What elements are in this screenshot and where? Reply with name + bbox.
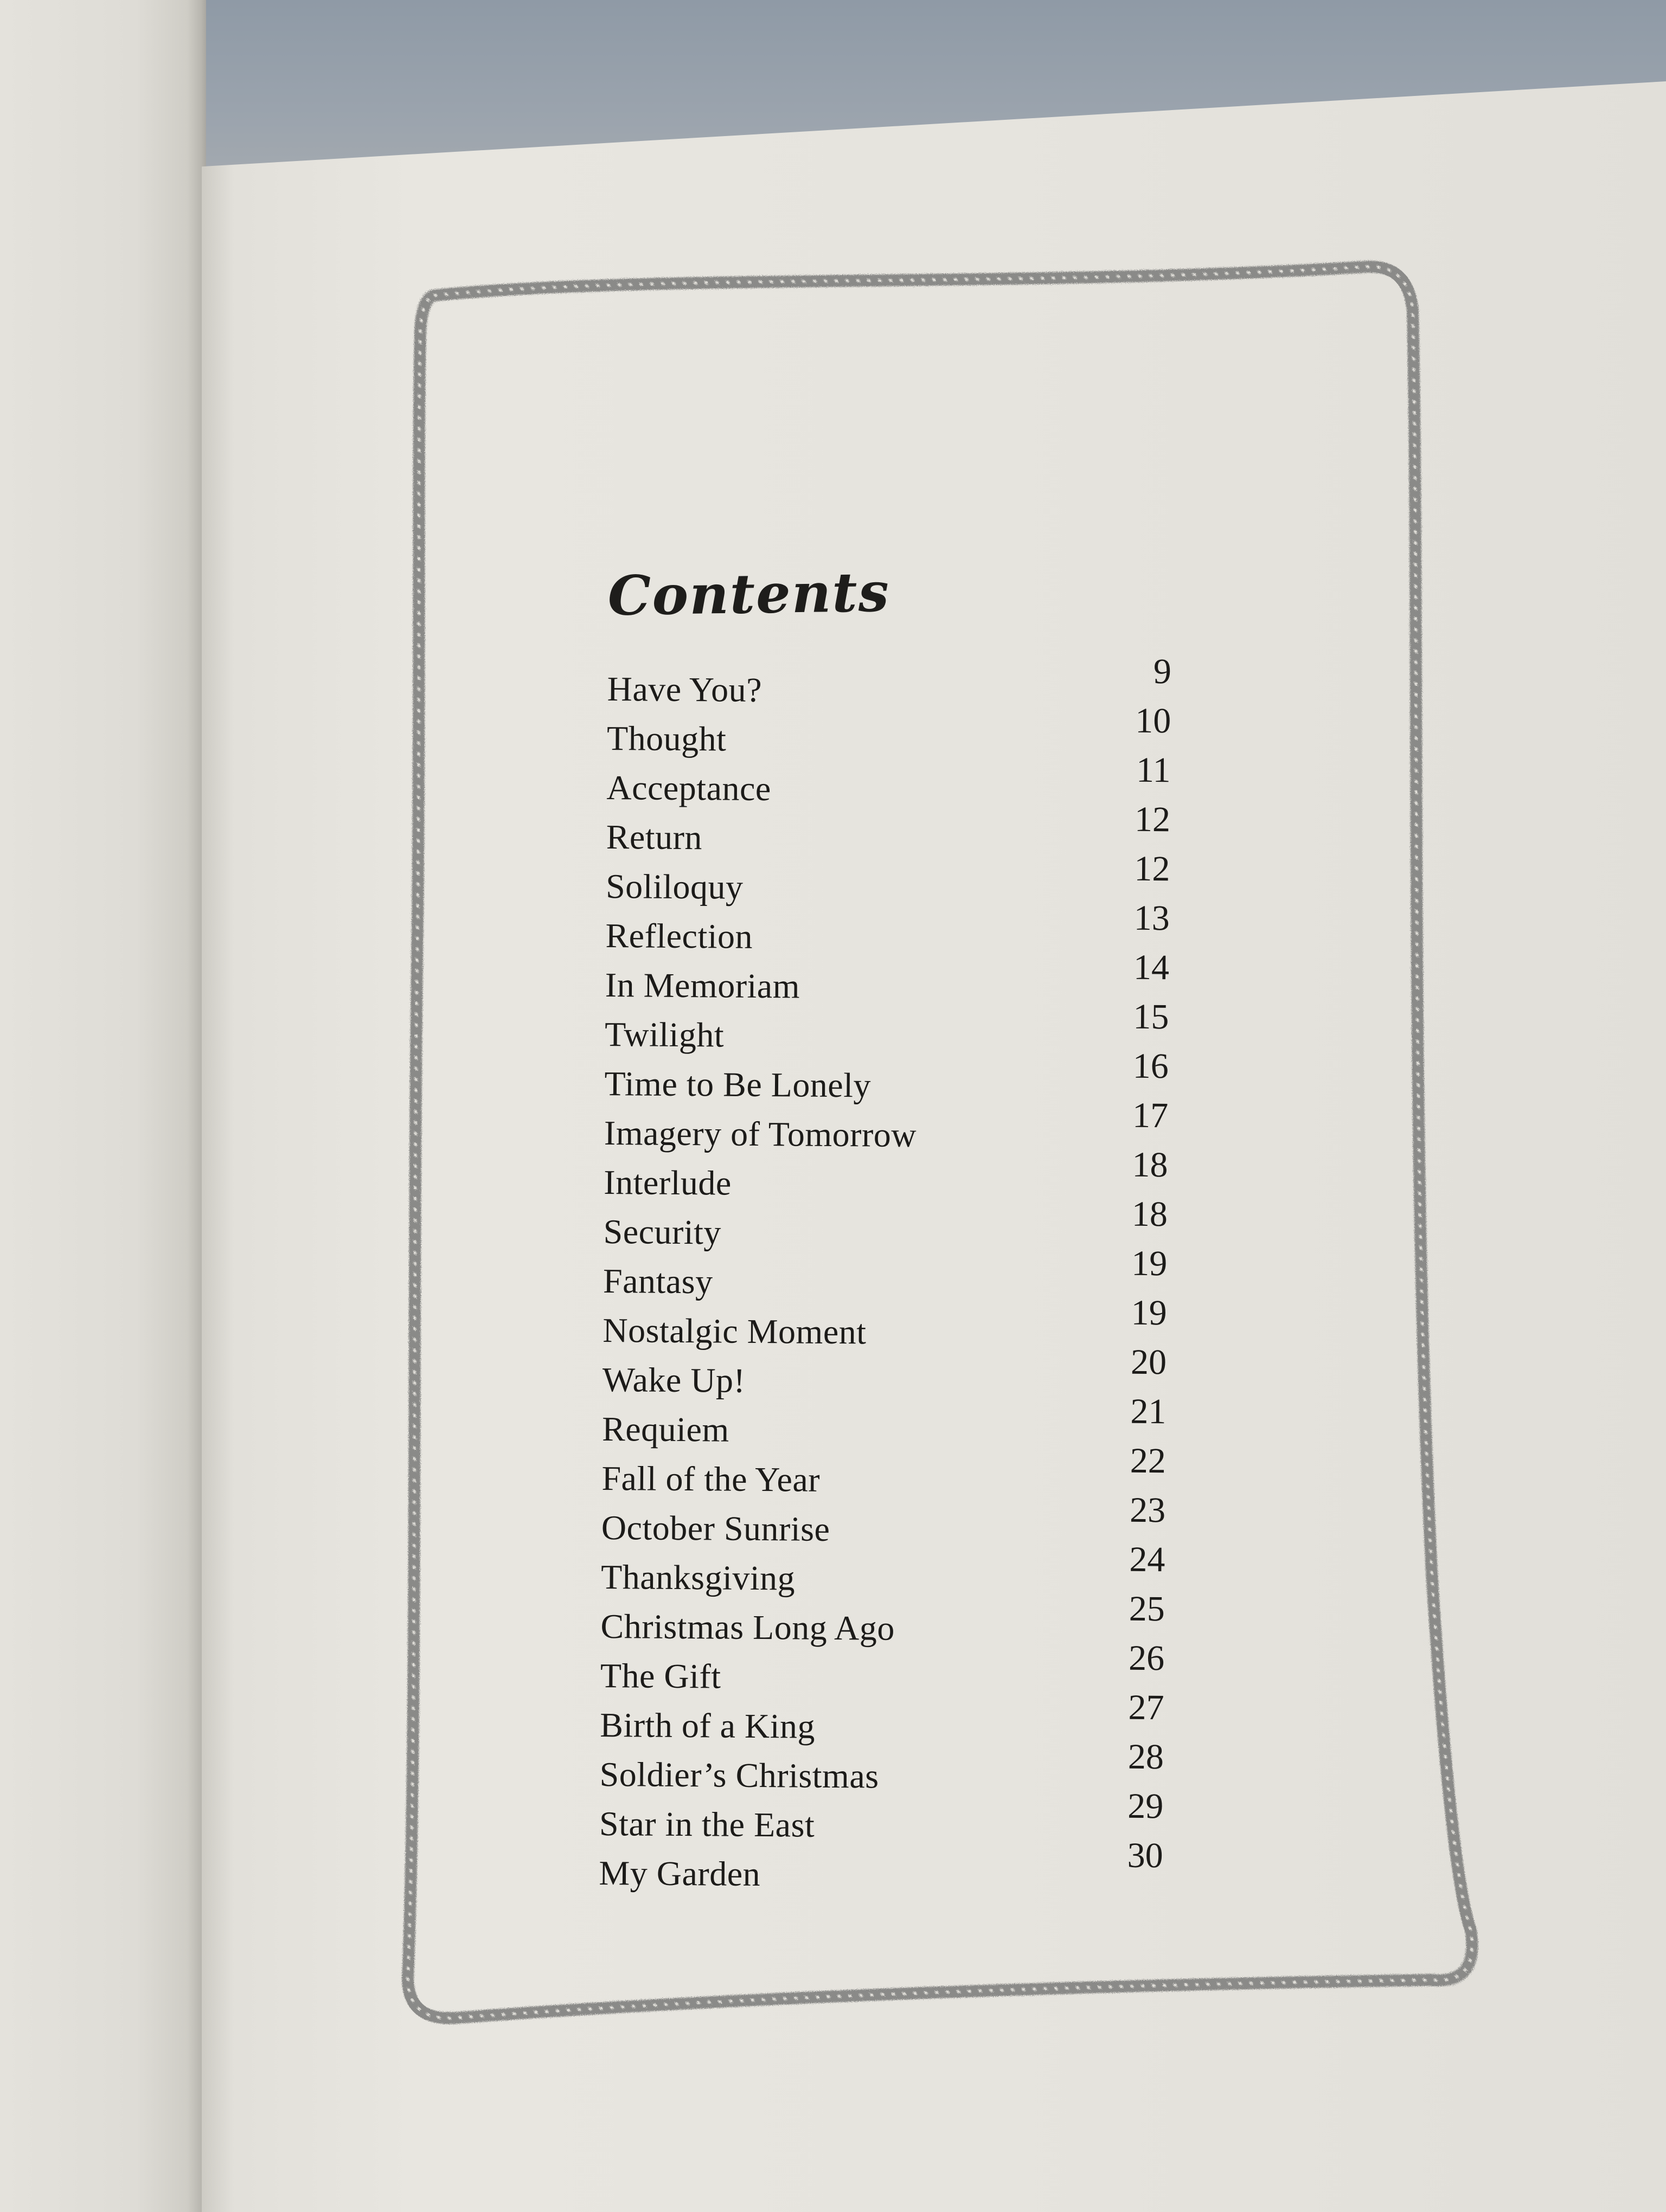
entry-title: Christmas Long Ago	[600, 1606, 895, 1648]
entry-title: Reflection	[605, 916, 753, 956]
contents-entry	[599, 1835, 1163, 1899]
entry-title: Star in the East	[599, 1804, 815, 1844]
entry-page-number: 12	[1134, 848, 1170, 889]
entry-page-number: 28	[1127, 1737, 1164, 1777]
entry-title: Thought	[606, 718, 727, 758]
entry-page-number: 30	[1127, 1835, 1163, 1876]
entry-title: The Gift	[600, 1656, 721, 1696]
entry-page-number: 9	[1153, 652, 1172, 692]
entry-title: October Sunrise	[601, 1508, 830, 1548]
entry-title: Nostalgic Moment	[603, 1310, 867, 1352]
entry-title: Soliloquy	[605, 866, 744, 906]
entry-title: In Memoriam	[605, 965, 800, 1006]
entry-page-number: 17	[1132, 1095, 1169, 1136]
entry-title: Soldier’s Christmas	[599, 1754, 879, 1796]
entry-page-number: 12	[1134, 799, 1171, 840]
entry-page-number: 25	[1129, 1589, 1165, 1629]
entry-page-number: 11	[1136, 750, 1171, 790]
entry-page-number: 26	[1128, 1638, 1165, 1679]
entry-page-number: 14	[1133, 947, 1170, 988]
entry-page-number: 27	[1128, 1687, 1164, 1728]
entry-title: Time to Be Lonely	[604, 1064, 872, 1105]
contents-list	[599, 652, 1172, 1899]
entry-page-number: 19	[1131, 1243, 1168, 1284]
contents-heading: Contents	[607, 560, 890, 628]
entry-page-number: 13	[1133, 898, 1170, 938]
entry-title: Wake Up!	[602, 1360, 746, 1400]
entry-title: Twilight	[604, 1014, 725, 1054]
entry-page-number: 15	[1133, 996, 1169, 1037]
entry-title: Return	[606, 817, 703, 857]
entry-page-number: 20	[1130, 1342, 1167, 1382]
entry-page-number: 21	[1130, 1391, 1167, 1432]
entry-title: Security	[603, 1212, 722, 1252]
entry-page-number: 18	[1132, 1144, 1168, 1185]
entry-title: Have You?	[607, 669, 762, 709]
entry-title: Thanksgiving	[600, 1557, 796, 1598]
entry-page-number: 18	[1131, 1194, 1168, 1234]
entry-page-number: 19	[1131, 1293, 1167, 1333]
entry-title: Fantasy	[603, 1261, 713, 1301]
entry-title: Acceptance	[606, 768, 772, 808]
entry-title: Birth of a King	[600, 1705, 816, 1746]
entry-title: Requiem	[601, 1409, 729, 1449]
entry-page-number: 24	[1129, 1539, 1165, 1580]
entry-title: Fall of the Year	[601, 1458, 821, 1499]
entry-page-number: 10	[1135, 700, 1171, 741]
entry-title: Interlude	[604, 1162, 732, 1203]
entry-title: Imagery of Tomorrow	[604, 1113, 917, 1154]
entry-page-number: 29	[1127, 1786, 1164, 1827]
entry-page-number: 22	[1130, 1441, 1166, 1481]
entry-title: My Garden	[599, 1853, 761, 1894]
entry-page-number: 23	[1129, 1490, 1166, 1531]
entry-page-number: 16	[1132, 1046, 1169, 1086]
